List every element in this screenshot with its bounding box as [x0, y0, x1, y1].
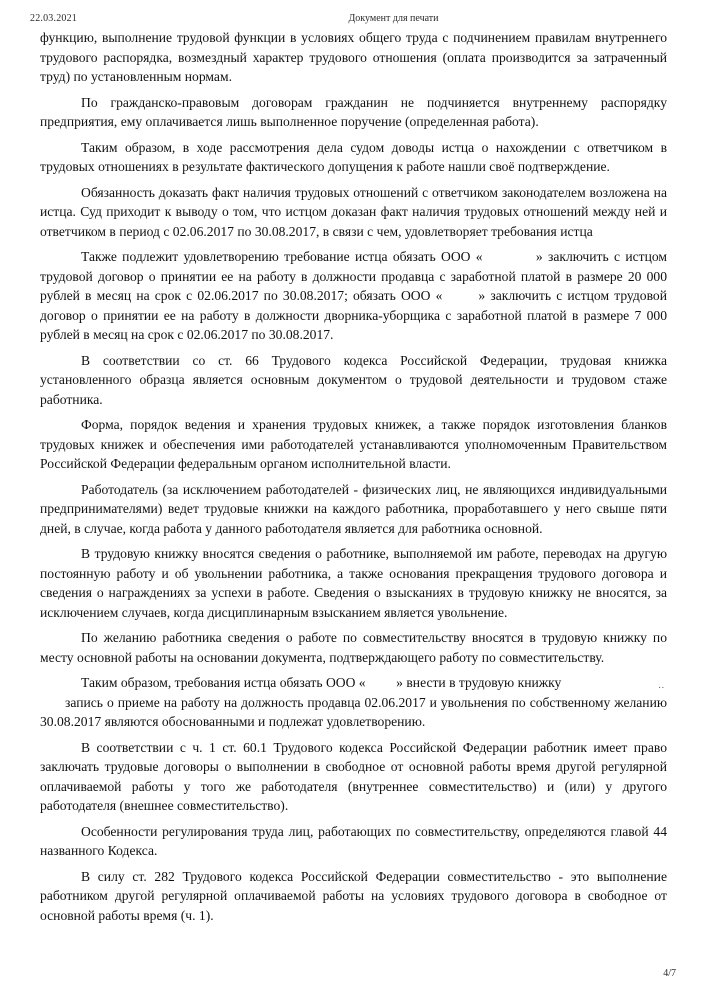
paragraph: В соответствии с ч. 1 ст. 60.1 Трудового кодекса Российской Федерации работник имеет право заключать трудовые договоры о выполнении в свободное от основной работы время другой регулярной оплачиваемой работы у того же работодателя (внутреннее совместительство) и (или) у другого работодателя (внешнее совместительство).	[40, 739, 667, 813]
paragraph: функцию, выполнение трудовой функции в условиях общего труда с подчинением правилам внутреннего трудового распорядка, возмездный характер трудового отношения (оплата производится за затраченный труд) по установленным нормам.	[40, 30, 667, 84]
document-body	[40, 28, 667, 931]
paragraph: Таким образом, в ходе рассмотрения дела судом доводы истца о нахождении с ответчиком в трудовых отношениях в результате фактического допущения к работе нашли своё подтверждение.	[40, 139, 667, 174]
paragraph: Особенности регулирования труда лиц, работающих по совместительству, определяются главой 44 названного Кодекса.	[40, 823, 667, 858]
paragraph: По желанию работника сведения о работе по совместительству вносятся в трудовую книжку по месту основной работы на основании документа, подтверждающего работу по совместительству.	[40, 630, 667, 665]
header-document-title: Документ для печати	[348, 13, 439, 24]
paragraph: В силу ст. 282 Трудового кодекса Российской Федерации совместительство - это выполнение работником другой регулярной оплачиваемой работы на условиях трудового договора в свободное от основной работы время (ч. 1).	[40, 868, 667, 923]
paragraph: Работодатель (за исключением работодателей - физических лиц, не являющихся индивидуальными предпринимателями) ведет трудовые книжки на каждого работника, проработавшего у него свыше пяти дней, в случае, когда работа у данного работодателя является для работника основной.	[40, 481, 667, 536]
paragraph: В соответствии со ст. 66 Трудового кодекса Российской Федерации, трудовая книжка установленного образца является основным документом о трудовой деятельности и трудовом стаже работника.	[40, 352, 667, 407]
paragraph: По гражданско-правовым договорам гражданин не подчиняется внутреннему распорядку предприятия, ему оплачивается лишь выполненное поручение (определенная работа).	[40, 94, 667, 129]
paragraph-first-line: Таким образом, требования истца обязать ООО « » внести в трудовую книжку	[81, 675, 562, 690]
paragraph	[40, 673, 667, 732]
paragraph: В трудовую книжку вносятся сведения о работнике, выполняемой им работе, переводах на другую постоянную работу и об увольнении работника, а также основания прекращения трудового договора и сведения о награждениях за успехи в работе. Сведения о взысканиях в трудовую книжку не вносятся, за исключением случаев, когда дисциплинарным взысканием является увольнение.	[40, 546, 667, 620]
paragraph: Форма, порядок ведения и хранения трудовых книжек, а также порядок изготовления бланков трудовых книжек и обеспечения ими работодателей устанавливаются уполномоченным Правительством Российской Федерации федеральным органом исполнительной власти.	[40, 417, 667, 471]
paragraph-rest: запись о приеме на работу на должность продавца 02.06.2017 и увольнения по собственному желанию 30.08.2017 являются обоснованными и подлежат удовлетворению.	[40, 694, 667, 729]
paragraph: Также подлежит удовлетворению требование истца обязать ООО « » заключить с истцом трудовой договор о принятии ее на работу в должности продавца с заработной платой в размере 20 000 рублей в месяц на срок с 02.06.2017 по 30.08.2017; обязать ООО « » заключить с истцом трудовой договор о принятии ее на работу в должности дворника-уборщика с заработной платой в размере 7 000 рублей в месяц на срок с 02.06.2017 по 30.08.2017.	[40, 249, 667, 342]
header-date: 22.03.2021	[30, 13, 77, 24]
footer-page-number: 4/7	[663, 968, 676, 979]
paragraph: Обязанность доказать факт наличия трудовых отношений с ответчиком законодателем возложена на истца. Суд приходит к выводу о том, что истцом доказан факт наличия трудовых отношений между ней и ответчиком в период с 02.06.2017 по 30.08.2017, в связи с чем, удовлетворяет требования истца	[40, 184, 667, 239]
stray-margin-mark: ..	[658, 680, 665, 690]
